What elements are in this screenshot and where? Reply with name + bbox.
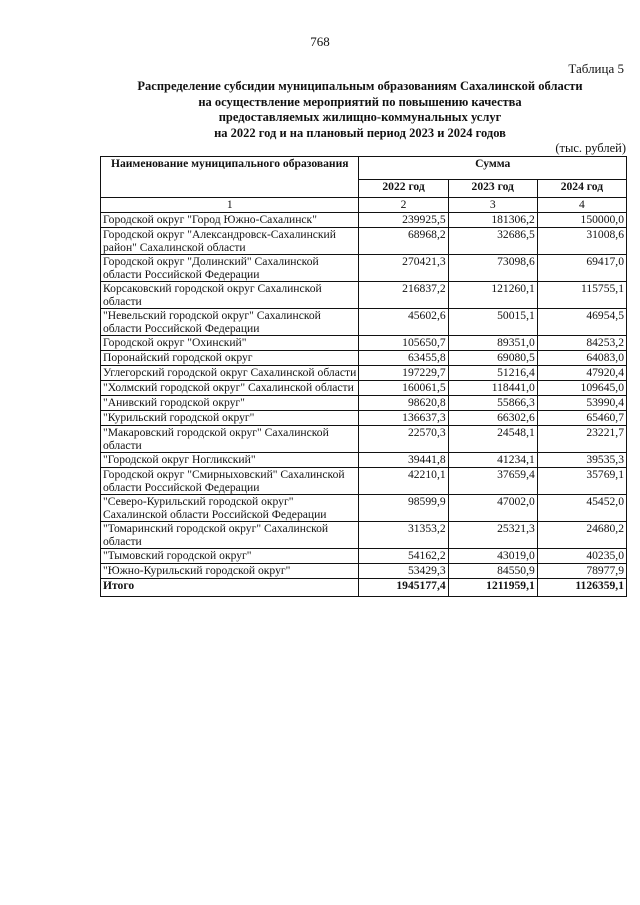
value-2022: 42210,1 — [359, 468, 448, 495]
value-2023: 50015,1 — [448, 309, 537, 336]
municipality-name: "Томаринский городской округ" Сахалинской области — [101, 522, 359, 549]
table-row — [101, 351, 627, 366]
header-year-2024: 2024 год — [537, 180, 626, 198]
municipality-name: Городской округ "Охинский" — [101, 336, 359, 351]
table-row — [101, 366, 627, 381]
value-2023: 43019,0 — [448, 549, 537, 564]
table-label: Таблица 5 — [568, 61, 624, 76]
table-row — [101, 213, 627, 228]
value-2022: 239925,5 — [359, 213, 448, 228]
value-2022: 98620,8 — [359, 396, 448, 411]
value-2023: 41234,1 — [448, 453, 537, 468]
table-row — [101, 426, 627, 453]
table-row — [101, 549, 627, 564]
table-row — [101, 336, 627, 351]
value-2022: 270421,3 — [359, 255, 448, 282]
table-row — [101, 396, 627, 411]
table-body — [101, 213, 627, 579]
value-2022: 53429,3 — [359, 564, 448, 579]
municipality-name: Поронайский городской округ — [101, 351, 359, 366]
table-row — [101, 564, 627, 579]
value-2024: 69417,0 — [537, 255, 626, 282]
table-row — [101, 228, 627, 255]
index-cell: 4 — [537, 198, 626, 213]
value-2023: 24548,1 — [448, 426, 537, 453]
value-2022: 54162,2 — [359, 549, 448, 564]
value-2024: 150000,0 — [537, 213, 626, 228]
index-cell: 1 — [101, 198, 359, 213]
value-2022: 136637,3 — [359, 411, 448, 426]
subsidy-table — [100, 156, 627, 597]
municipality-name: Городской округ "Смирныховский" Сахалинской области Российской Федерации — [101, 468, 359, 495]
value-2023: 32686,5 — [448, 228, 537, 255]
total-2022: 1945177,4 — [359, 579, 448, 597]
value-2023: 37659,4 — [448, 468, 537, 495]
document-title — [100, 79, 620, 141]
value-2024: 109645,0 — [537, 381, 626, 396]
value-2024: 84253,2 — [537, 336, 626, 351]
value-2023: 66302,6 — [448, 411, 537, 426]
value-2024: 78977,9 — [537, 564, 626, 579]
value-2023: 51216,4 — [448, 366, 537, 381]
municipality-name: Городской округ "Город Южно-Сахалинск" — [101, 213, 359, 228]
header-sum-column: Сумма — [359, 157, 627, 180]
municipality-name: Углегорский городской округ Сахалинской области — [101, 366, 359, 381]
page-number: 768 — [310, 34, 330, 49]
value-2022: 105650,7 — [359, 336, 448, 351]
table-row — [101, 453, 627, 468]
table-row — [101, 309, 627, 336]
municipality-name: "Северо-Курильский городской округ" Сахалинской области Российской Федерации — [101, 495, 359, 522]
municipality-name: "Холмский городской округ" Сахалинской области — [101, 381, 359, 396]
index-cell: 2 — [359, 198, 448, 213]
title-line: на 2022 год и на плановый период 2023 и 2024 годов — [214, 125, 506, 140]
value-2024: 53990,4 — [537, 396, 626, 411]
total-label: Итого — [101, 579, 359, 597]
municipality-name: "Южно-Курильский городской округ" — [101, 564, 359, 579]
value-2022: 45602,6 — [359, 309, 448, 336]
table-row — [101, 255, 627, 282]
municipality-name: Корсаковский городской округ Сахалинской области — [101, 282, 359, 309]
value-2024: 39535,3 — [537, 453, 626, 468]
value-2023: 55866,3 — [448, 396, 537, 411]
municipality-name: "Невельский городской округ" Сахалинской области Российской Федерации — [101, 309, 359, 336]
header-year-2023: 2023 год — [448, 180, 537, 198]
total-2024: 1126359,1 — [537, 579, 626, 597]
municipality-name: "Тымовский городской округ" — [101, 549, 359, 564]
table-row — [101, 282, 627, 309]
municipality-name: Городской округ "Долинский" Сахалинской области Российской Федерации — [101, 255, 359, 282]
table-row — [101, 381, 627, 396]
title-line: на осуществление мероприятий по повышению качества — [198, 94, 522, 109]
value-2024: 23221,7 — [537, 426, 626, 453]
value-2023: 47002,0 — [448, 495, 537, 522]
value-2023: 181306,2 — [448, 213, 537, 228]
value-2024: 31008,6 — [537, 228, 626, 255]
value-2022: 197229,7 — [359, 366, 448, 381]
value-2023: 118441,0 — [448, 381, 537, 396]
value-2024: 115755,1 — [537, 282, 626, 309]
total-2023: 1211959,1 — [448, 579, 537, 597]
value-2024: 40235,0 — [537, 549, 626, 564]
municipality-name: "Анивский городской округ" — [101, 396, 359, 411]
municipality-name: "Макаровский городской округ" Сахалинской области — [101, 426, 359, 453]
value-2022: 31353,2 — [359, 522, 448, 549]
value-2022: 68968,2 — [359, 228, 448, 255]
value-2024: 47920,4 — [537, 366, 626, 381]
value-2022: 160061,5 — [359, 381, 448, 396]
value-2022: 216837,2 — [359, 282, 448, 309]
value-2023: 69080,5 — [448, 351, 537, 366]
value-2024: 35769,1 — [537, 468, 626, 495]
table-row — [101, 411, 627, 426]
municipality-name: "Курильский городской округ" — [101, 411, 359, 426]
value-2023: 73098,6 — [448, 255, 537, 282]
value-2024: 45452,0 — [537, 495, 626, 522]
units-label: (тыс. рублей) — [555, 141, 626, 155]
title-line: Распределение субсидии муниципальным образованиям Сахалинской области — [137, 79, 583, 93]
title-line: предоставляемых жилищно-коммунальных услуг — [218, 110, 502, 124]
value-2023: 89351,0 — [448, 336, 537, 351]
index-cell: 3 — [448, 198, 537, 213]
value-2024: 65460,7 — [537, 411, 626, 426]
header-name-column: Наименование муниципального образования — [101, 157, 359, 198]
value-2024: 46954,5 — [537, 309, 626, 336]
value-2022: 39441,8 — [359, 453, 448, 468]
value-2022: 98599,9 — [359, 495, 448, 522]
value-2023: 84550,9 — [448, 564, 537, 579]
header-year-2022: 2022 год — [359, 180, 448, 198]
municipality-name: "Городской округ Ногликский" — [101, 453, 359, 468]
value-2022: 63455,8 — [359, 351, 448, 366]
table-row — [101, 468, 627, 495]
value-2023: 121260,1 — [448, 282, 537, 309]
value-2024: 64083,0 — [537, 351, 626, 366]
total-row — [101, 579, 627, 597]
value-2024: 24680,2 — [537, 522, 626, 549]
table-row — [101, 522, 627, 549]
value-2022: 22570,3 — [359, 426, 448, 453]
municipality-name: Городской округ "Александровск-Сахалинский район" Сахалинской области — [101, 228, 359, 255]
table-row — [101, 495, 627, 522]
value-2023: 25321,3 — [448, 522, 537, 549]
